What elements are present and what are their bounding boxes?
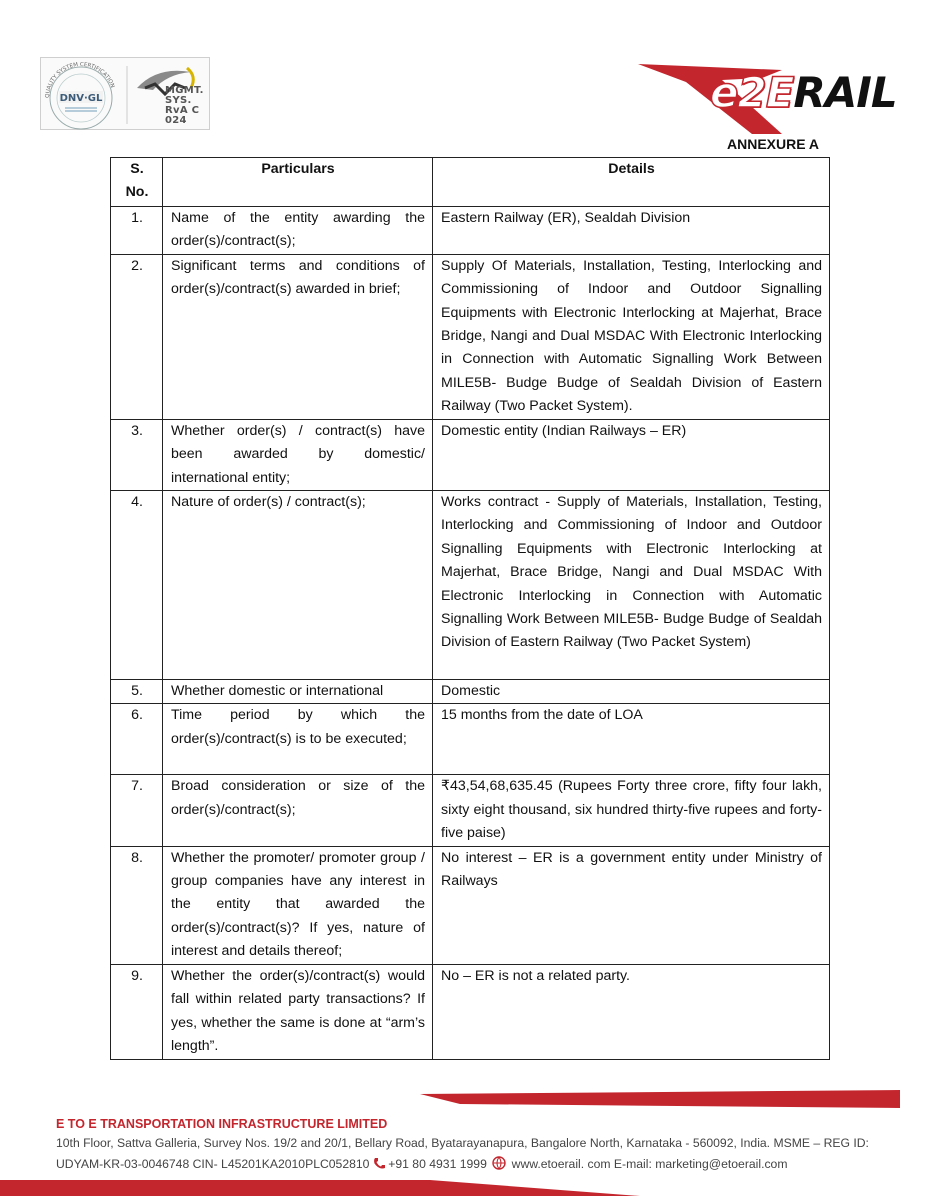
cell-sno: 5. [111, 680, 163, 704]
table-row [111, 846, 830, 964]
footer-address: 10th Floor, Sattva Galleria, Survey Nos. 19/2 and 20/1, Bellary Road, Byatarayanapura, Bangalore North, Karnataka - 560092, India. MSME – REG ID: [56, 1136, 869, 1150]
cell-particulars: Whether the promoter/ promoter group / group companies have any interest in the entity that awarded the order(s)/contract(s)? If yes, nature of interest and details thereof; [163, 846, 433, 964]
table-row [111, 419, 830, 490]
globe-icon [490, 1156, 508, 1173]
cell-particulars: Significant terms and conditions of order(s)/contract(s) awarded in brief; [163, 254, 433, 419]
table-header-row [111, 158, 830, 207]
table-row [111, 207, 830, 255]
table-row [111, 964, 830, 1059]
table-row [111, 254, 830, 419]
brand-e2e: e2E [710, 68, 794, 117]
table-row [111, 775, 830, 846]
cell-particulars: Whether the order(s)/contract(s) would fall within related party transactions? If yes, whether the same is done at “arm’s length”. [163, 964, 433, 1059]
e2e-rail-logo [632, 60, 897, 135]
cell-sno: 6. [111, 704, 163, 775]
cell-details: Supply Of Materials, Installation, Testing, Interlocking and Commissioning of Indoor and Outdoor Signalling Equipments with Electronic Interlocking at Majerhat, Brace Bridge, Nangi and Dual MSDAC With Electronic Interlocking in Connection with Automatic Signalling Work Between MILE5B- Budge Budge of Sealdah Division of Eastern Railway (Two Packet System). [433, 254, 830, 419]
cell-details: Works contract - Supply of Materials, Installation, Testing, Interlocking and Commissioning of Indoor and Outdoor Signalling Equipments with Electronic Interlocking at Majerhat, Brace Bridge, Nangi and Dual MSDAC With Electronic Interlocking in Connection with Automatic Signalling Work Between MILE5B- Budge Budge of Sealdah Division of Eastern Railway (Two Packet System) [433, 491, 830, 680]
footer-company-name: E TO E TRANSPORTATION INFRASTRUCTURE LIMITED [56, 1117, 388, 1131]
cell-particulars: Time period by which the order(s)/contract(s) is to be executed; [163, 704, 433, 775]
footer-contact-line [56, 1156, 787, 1173]
table-row [111, 680, 830, 704]
cell-particulars: Name of the entity awarding the order(s)/contract(s); [163, 207, 433, 255]
phone-icon [373, 1157, 385, 1173]
footer-phone: +91 80 4931 1999 [388, 1157, 487, 1171]
footer-bottom-bar [0, 1176, 928, 1200]
cell-details: ₹43,54,68,635.45 (Rupees Forty three crore, fifty four lakh, sixty eight thousand, six hundred thirty-five rupees and forty-five paise) [433, 775, 830, 846]
annexure-label: ANNEXURE A [727, 136, 820, 152]
cell-sno: 9. [111, 964, 163, 1059]
cert-arc-text: QUALITY SYSTEM CERTIFICATION [44, 61, 116, 99]
cell-details: Eastern Railway (ER), Sealdah Division [433, 207, 830, 255]
cell-particulars: Whether order(s) / contract(s) have been awarded by domestic/ international entity; [163, 419, 433, 490]
cell-sno: 4. [111, 491, 163, 680]
cell-details: No – ER is not a related party. [433, 964, 830, 1059]
cell-sno: 1. [111, 207, 163, 255]
footer-web-email: www.etoerail. com E-mail: marketing@etoerail.com [511, 1157, 788, 1171]
header-details: Details [433, 158, 830, 207]
footer-top-bar [0, 1088, 928, 1112]
cell-details: Domestic [433, 680, 830, 704]
rva-caption-line1: MGMT. SYS. [165, 85, 204, 106]
table-row [111, 704, 830, 775]
rva-caption [165, 86, 209, 126]
header-particulars: Particulars [163, 158, 433, 207]
footer-reg-cin: UDYAM-KR-03-0046748 CIN- L45201KA2010PLC052810 [56, 1157, 370, 1171]
cell-details: Domestic entity (Indian Railways – ER) [433, 419, 830, 490]
certification-logos [40, 57, 210, 130]
cell-details: 15 months from the date of LOA [433, 704, 830, 775]
cell-sno: 2. [111, 254, 163, 419]
cell-sno: 7. [111, 775, 163, 846]
dnv-gl-text: DNV·GL [59, 93, 103, 104]
cell-sno: 3. [111, 419, 163, 490]
brand-rail: RAIL [793, 68, 897, 117]
cell-details: No interest – ER is a government entity under Ministry of Railways [433, 846, 830, 964]
cell-particulars: Nature of order(s) / contract(s); [163, 491, 433, 680]
annexure-table [110, 157, 830, 1060]
cell-sno: 8. [111, 846, 163, 964]
header-sno: S. No. [111, 158, 163, 207]
table-row [111, 491, 830, 680]
brand-wordmark [710, 68, 897, 118]
rva-caption-line2: RvA C 024 [165, 105, 200, 126]
cell-particulars: Whether domestic or international [163, 680, 433, 704]
cell-particulars: Broad consideration or size of the order(s)/contract(s); [163, 775, 433, 846]
